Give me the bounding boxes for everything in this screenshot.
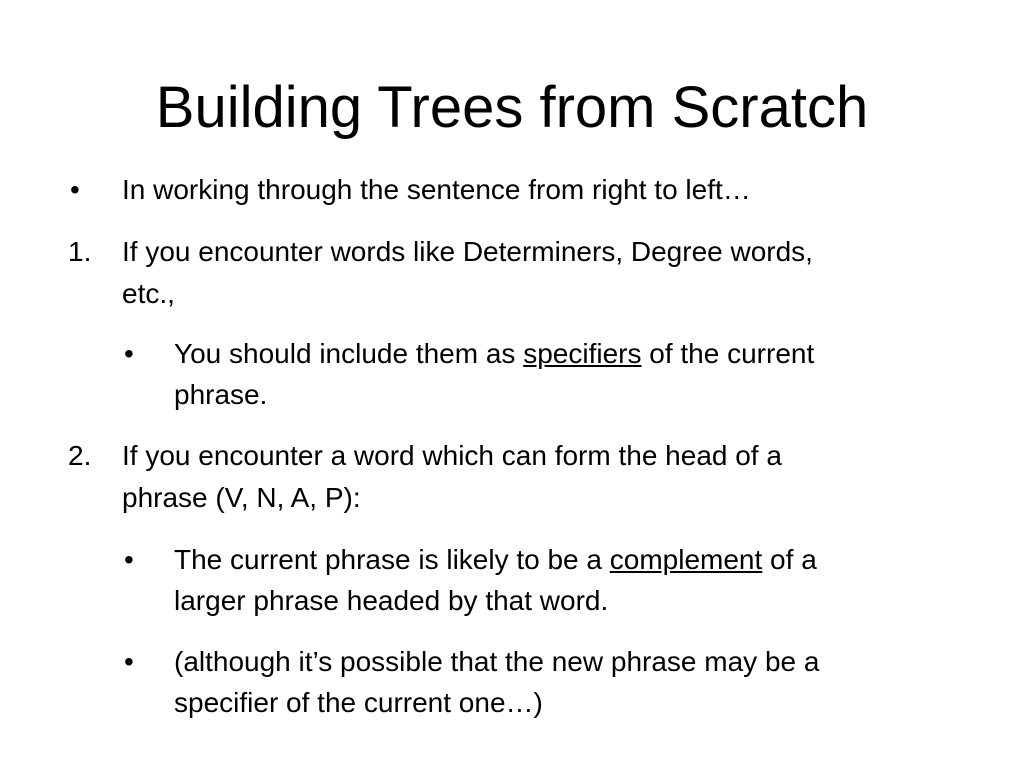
numbered-marker: 2. xyxy=(68,440,92,471)
sub-bullet-marker: • xyxy=(124,338,134,369)
text-fragment: of the current xyxy=(641,338,815,369)
numbered-text-line-2: phrase (V, N, A, P): xyxy=(122,482,361,513)
bullet-text: In working through the sentence from right to left… xyxy=(122,174,751,205)
text-fragment: of a xyxy=(762,544,817,575)
sub-bullet-text-line-1 xyxy=(174,334,814,374)
slide-title: Building Trees from Scratch xyxy=(155,75,869,140)
sub-bullet-text-line-2: phrase. xyxy=(174,379,268,410)
text-fragment: You should include them as xyxy=(174,338,524,369)
numbered-text-line-2: etc., xyxy=(122,278,175,309)
sub-bullet-text-line-2: specifier of the current one…) xyxy=(174,687,543,718)
sub-bullet-text-line-1 xyxy=(174,540,817,580)
sub-bullet-marker: • xyxy=(124,646,134,677)
numbered-text-line-1: If you encounter words like Determiners, Degree words, xyxy=(122,236,813,267)
sub-bullet-text-line-2: larger phrase headed by that word. xyxy=(174,585,609,616)
numbered-text-line-1: If you encounter a word which can form the head of a xyxy=(122,440,782,471)
sub-bullet-marker: • xyxy=(124,544,134,575)
text-fragment: The current phrase is likely to be a xyxy=(174,544,610,575)
numbered-marker: 1. xyxy=(68,236,92,267)
underlined-term: complement xyxy=(609,544,763,575)
bullet-marker: • xyxy=(70,174,80,205)
underlined-term: specifiers xyxy=(523,338,642,369)
sub-bullet-text-line-1: (although it’s possible that the new phrase may be a xyxy=(174,646,820,677)
